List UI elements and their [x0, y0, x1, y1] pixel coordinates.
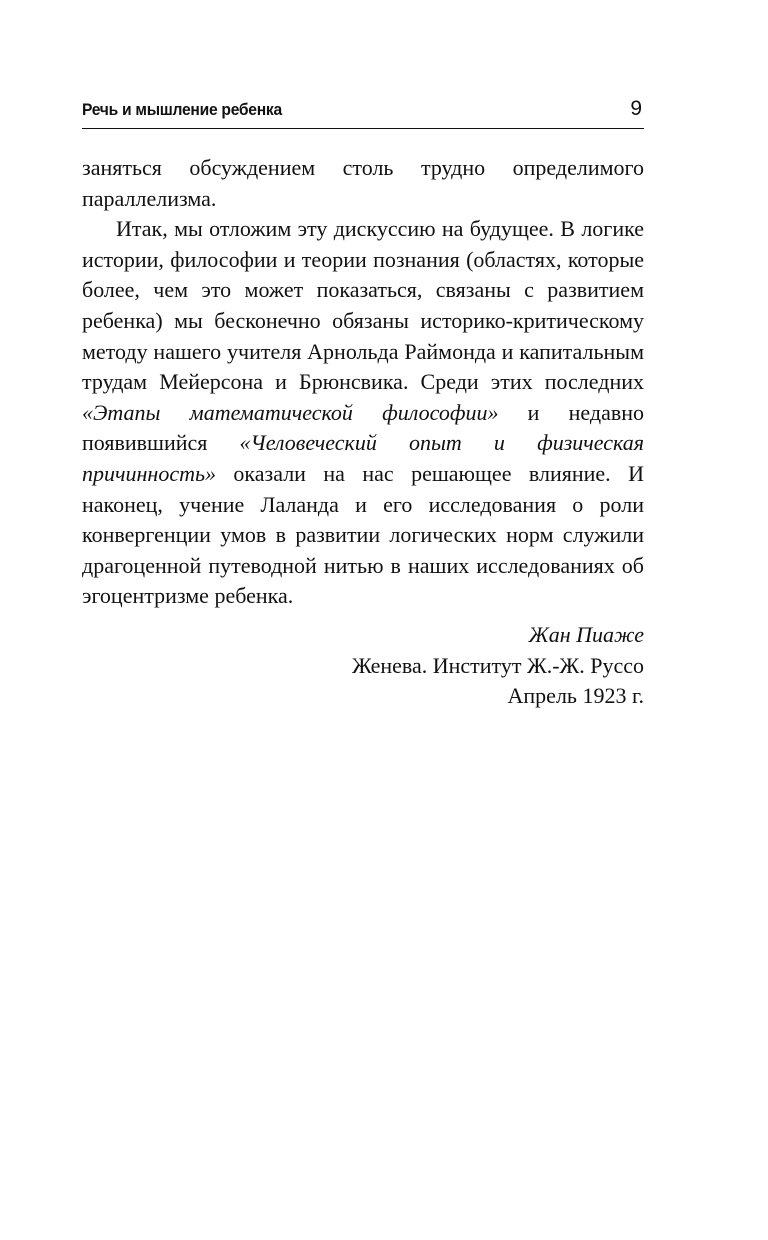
- signature-place: Женева. Институт Ж.-Ж. Руссо: [351, 652, 644, 678]
- paragraph-2: [82, 214, 644, 612]
- book-page: [82, 96, 644, 712]
- paragraph-2-part-3: оказали на нас решающее влияние. И наконец, учение Лаланда и его исследования о роли конвергенции умов в развитии логических норм служили драгоценной путеводной нитью в наших исследованиях об эгоцентризме ребенка.: [82, 460, 644, 609]
- signature-date: Апрель 1923 г.: [507, 683, 644, 709]
- book-title-2: «Человеческий опыт и физическая причинность»: [82, 430, 644, 486]
- signature-block: [82, 620, 644, 712]
- book-title-1: «Этапы математической философии»: [82, 399, 499, 425]
- author-name: Жан Пиаже: [528, 621, 644, 647]
- paragraph-1: заняться обсуждением столь трудно определимого параллелизма.: [82, 155, 644, 211]
- paragraph-2-part-1: Итак, мы отложим эту дискуссию на будущее. В логике истории, философии и теории познания (областях, которые более, чем это может показаться, связаны с развитием ребенка) мы бесконечно обязаны историко-критическому методу нашего учителя Арнольда Раймонда и капитальным трудам Мейерсона и Брюнсвика. Среди этих последних: [82, 216, 644, 395]
- page-header: [82, 96, 644, 129]
- paragraph-2-part-2: и недавно появившийся: [82, 399, 644, 456]
- page-number: 9: [630, 97, 642, 120]
- body-text: [82, 153, 644, 612]
- running-title: Речь и мышление ребенка: [82, 100, 282, 119]
